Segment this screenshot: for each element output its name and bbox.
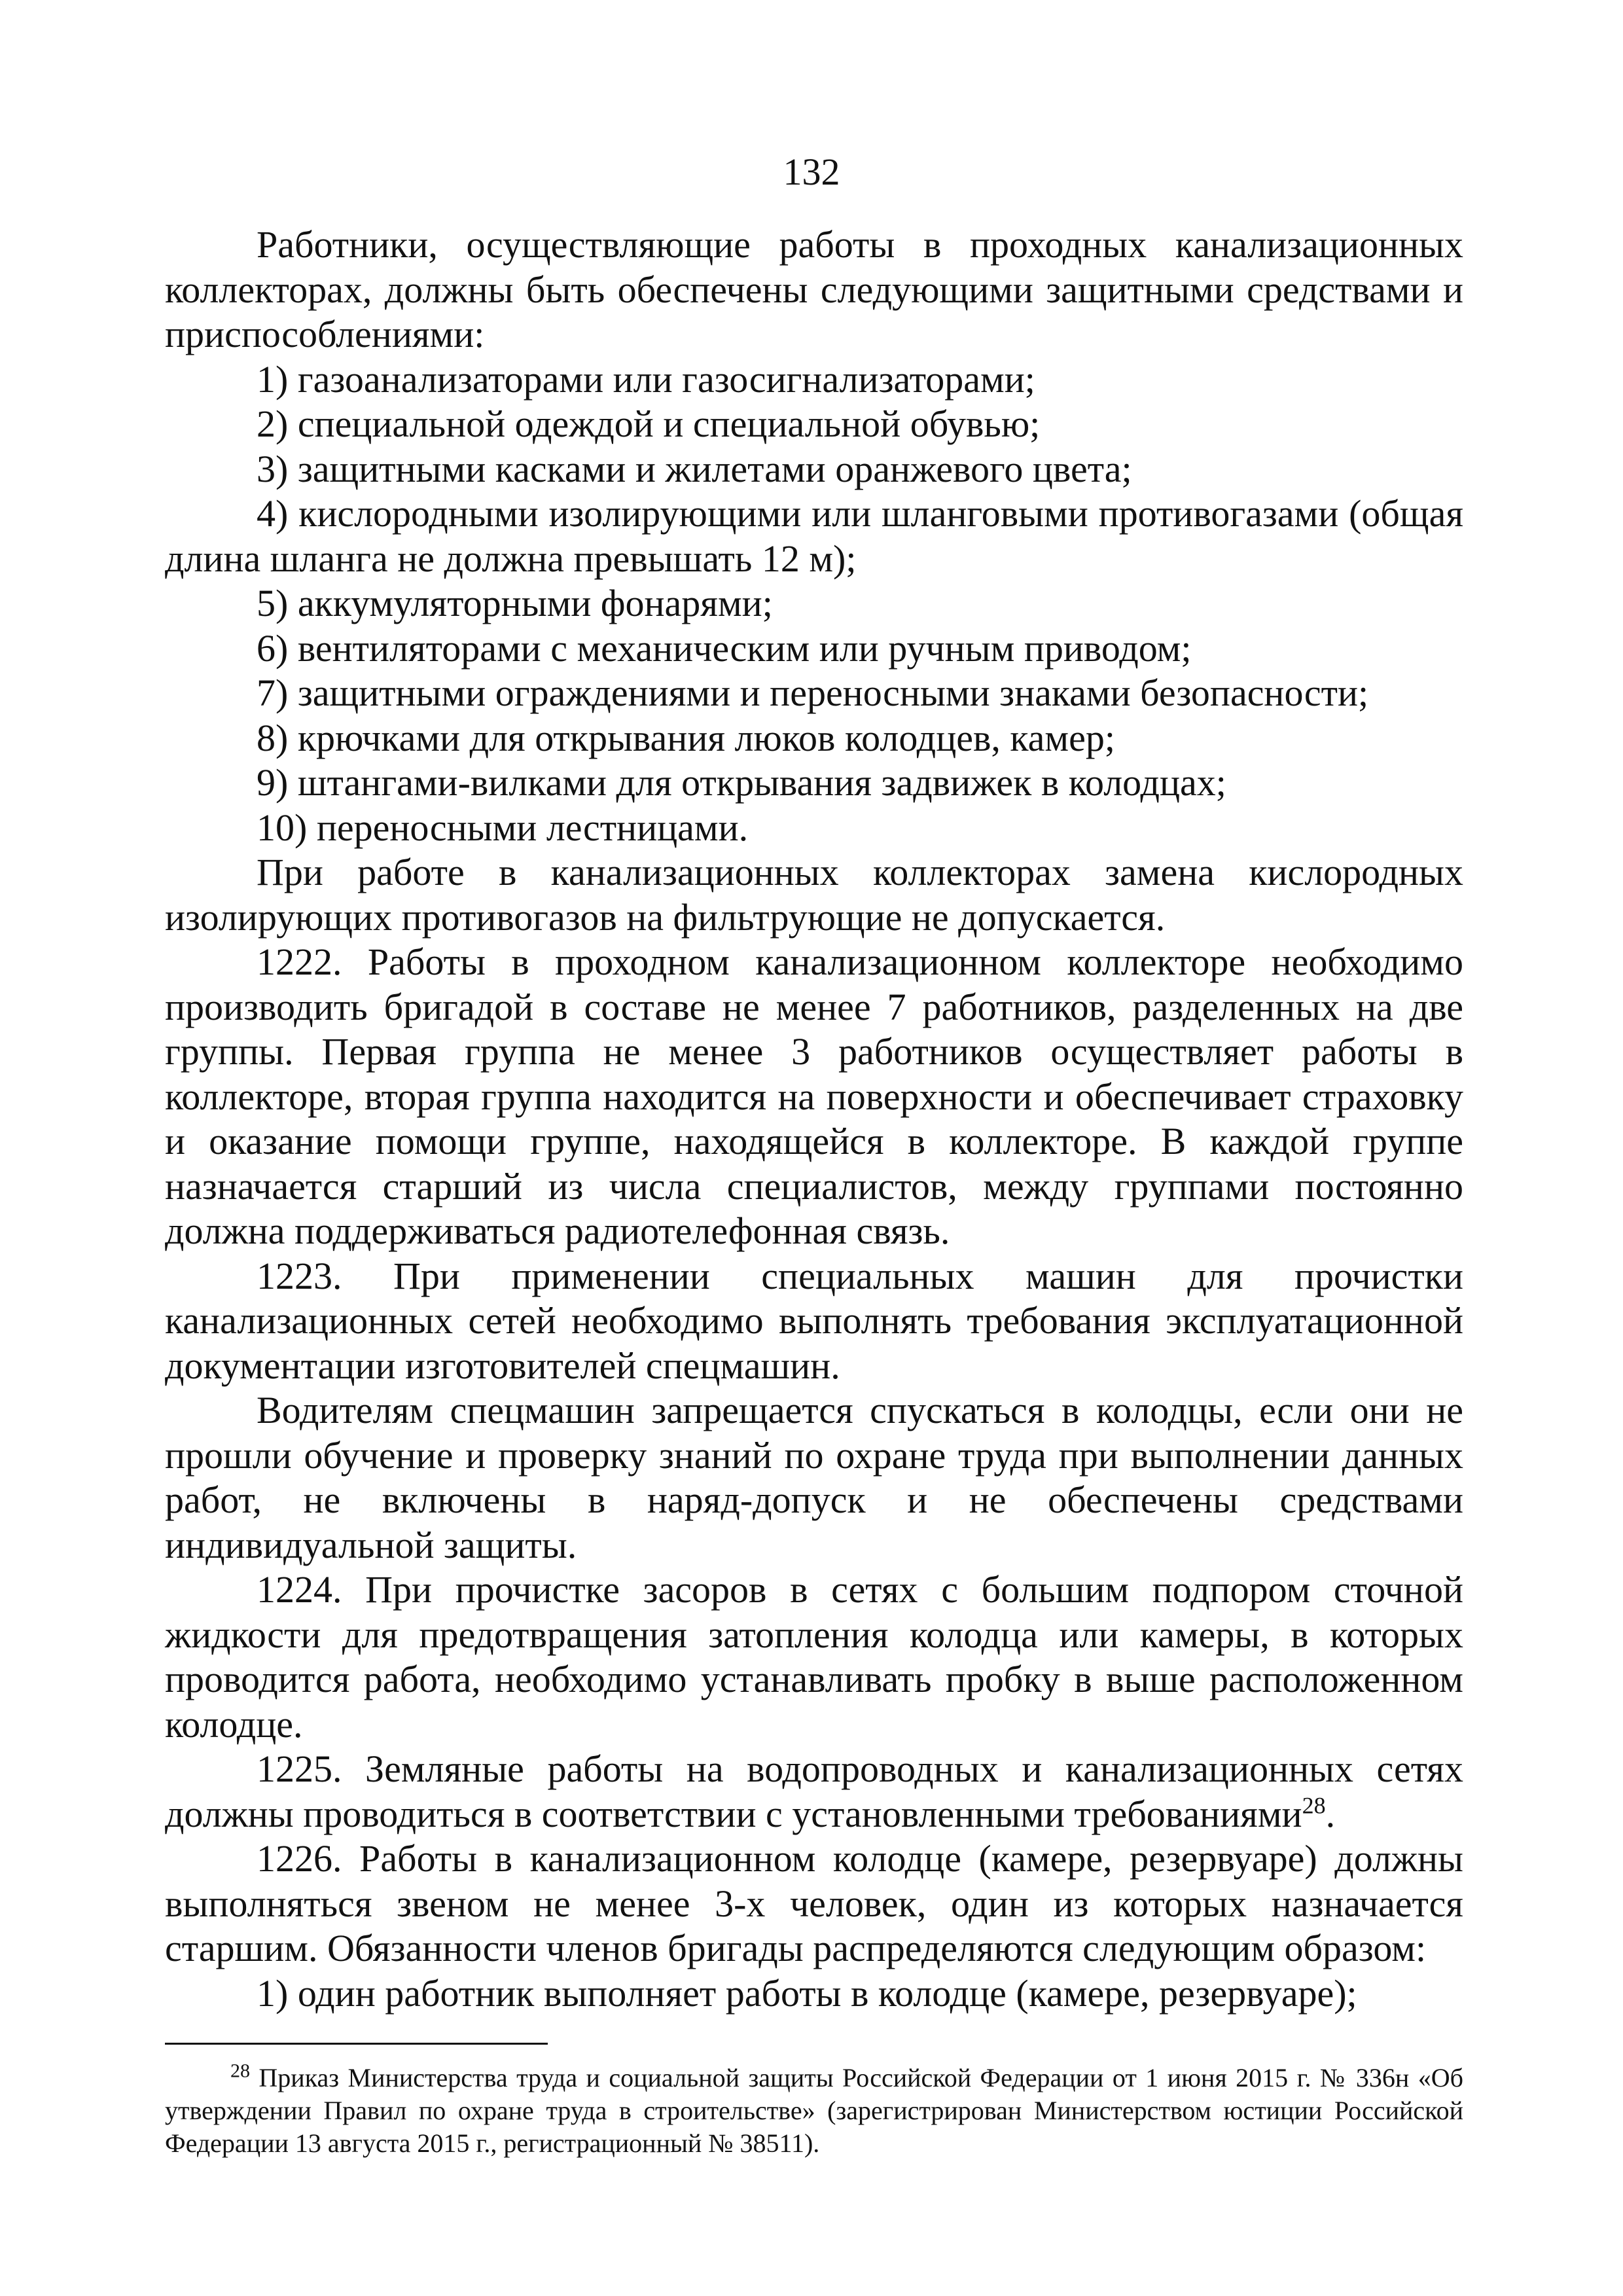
clause-1225-text: 1225. Земляные работы на водопроводных и канализационных сетях должны проводиться в соответствии с установленными требованиями bbox=[165, 1748, 1463, 1835]
clause-1225-end: . bbox=[1325, 1792, 1336, 1835]
page-number: 132 bbox=[783, 151, 840, 193]
drivers-paragraph: Водителям спецмашин запрещается спускаться в колодцы, если они не прошли обучение и проверку знаний по охране труда при выполнении данных работ, не включены в наряд-допуск и не обеспечены средствами индивидуальной защиты. bbox=[165, 1389, 1463, 1566]
list-item: 6) вентиляторами с механическим или ручным приводом; bbox=[257, 626, 1192, 670]
clause-1226: 1226. Работы в канализационном колодце (камере, резервуаре) должны выполняться звеном не менее 3-х человек, один из которых назначается старшим. Обязанности членов бригады распределяются следующим образом: bbox=[165, 1837, 1463, 1969]
footnote-text: Приказ Министерства труда и социальной защиты Российской Федерации от 1 июня 2015 г. № 336н «Об утверждении Правил по охране труда в строительстве» (зарегистрирован Министерством юстиции Российской Федерации 13 августа 2015 г., регистрационный № 38511). bbox=[165, 2063, 1463, 2158]
list-item: 4) кислородными изолирующими или шланговыми противогазами (общая длина шланга не должна превышать 12 м); bbox=[165, 492, 1463, 580]
footnote-separator bbox=[165, 2043, 548, 2045]
list-item: 8) крючками для открывания люков колодцев, камер; bbox=[257, 716, 1115, 759]
list-item: 10) переносными лестницами. bbox=[257, 806, 749, 849]
footnote-number: 28 bbox=[230, 2060, 250, 2082]
list-item: 1) один работник выполняет работы в колодце (камере, резервуаре); bbox=[257, 1971, 1357, 2015]
document-body bbox=[165, 223, 1463, 2016]
intro-paragraph: Работники, осуществляющие работы в проходных канализационных коллекторах, должны быть обеспечены следующими защитными средствами и приспособлениями: bbox=[165, 223, 1463, 355]
list-item: 7) защитными ограждениями и переносными знаками безопасности; bbox=[257, 672, 1369, 714]
footnote-reference: 28 bbox=[1302, 1792, 1326, 1819]
list-item: 2) специальной одеждой и специальной обувью; bbox=[257, 403, 1041, 445]
list-item: 5) аккумуляторными фонарями; bbox=[257, 582, 773, 624]
clause-1224: 1224. При прочистке засоров в сетях с большим подпором сточной жидкости для предотвращения затопления колодца или камеры, в которых проводится работа, необходимо устанавливать пробку в выше расположенном колодце. bbox=[165, 1568, 1463, 1746]
list-item: 9) штангами-вилками для открывания задвижек в колодцах; bbox=[257, 761, 1226, 804]
clause-1222: 1222. Работы в проходном канализационном коллекторе необходимо производить бригадой в составе не менее 7 работников, разделенных на две группы. Первая группа не менее 3 работников осуществляет работы в коллекторе, вторая группа находится на поверхности и обеспечивает страховку и оказание помощи группе, находящейся в коллекторе. В каждой группе назначается старший из числа специалистов, между группами постоянно должна поддерживаться радиотелефонная связь. bbox=[165, 941, 1463, 1252]
footnote bbox=[165, 2062, 1463, 2160]
footnote-paragraph bbox=[165, 2062, 1463, 2160]
list-item: 1) газоанализаторами или газосигнализаторами; bbox=[257, 357, 1035, 401]
clause-1225 bbox=[165, 1747, 1463, 1837]
clause-1223: 1223. При применении специальных машин для прочистки канализационных сетей необходимо выполнять требования эксплуатационной документации изготовителей спецмашин. bbox=[165, 1254, 1463, 1387]
oxygen-paragraph: При работе в канализационных коллекторах замена кислородных изолирующих противогазов на фильтрующие не допускается. bbox=[165, 851, 1463, 939]
list-item: 3) защитными касками и жилетами оранжевого цвета; bbox=[257, 447, 1132, 490]
